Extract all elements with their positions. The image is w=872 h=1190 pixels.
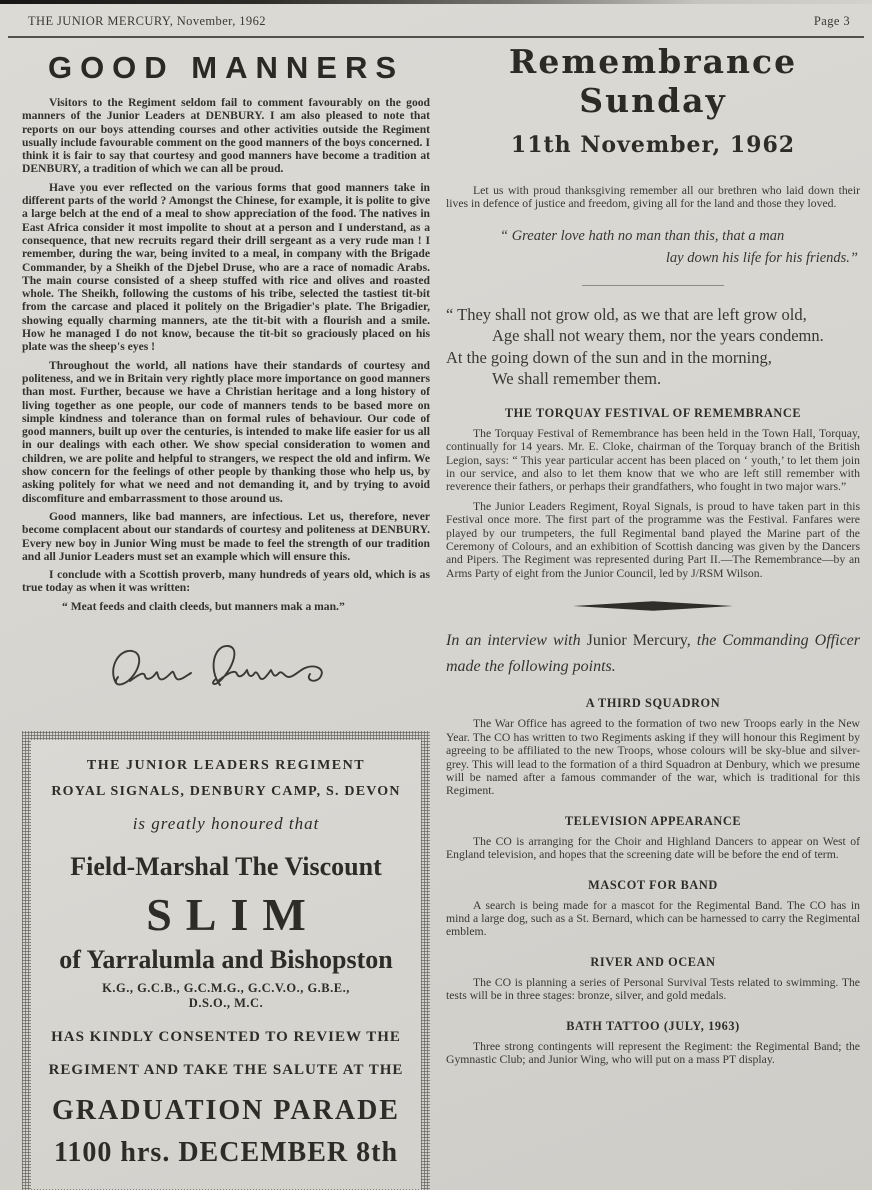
scottish-proverb: “ Meat feeds and claith cleeds, but manners mak a man.” xyxy=(62,599,345,613)
interview-intro-post: the Commanding Officer made the following points. xyxy=(446,632,861,676)
notice-content xyxy=(31,740,421,1189)
commanding-officer-signature xyxy=(92,635,430,713)
interview-intro-publication: Junior Mercury, xyxy=(586,632,691,650)
left-column xyxy=(22,50,430,1190)
scripture-quote xyxy=(446,225,860,269)
remembrance-intro-paragraph: Let us with proud thanksgiving remember all our brethren who laid down their lives in defence of justice and freedom, giving all for the land and those they loved. xyxy=(446,184,860,211)
slim-parade-notice-box xyxy=(22,731,430,1190)
ode-line: At the going down of the sun and in the morning, xyxy=(446,347,772,367)
scripture-quote-line-2: lay down his life for his friends.” xyxy=(665,249,858,266)
page-header xyxy=(8,12,864,38)
notice-fieldmarshal-line: Field-Marshal The Viscount xyxy=(70,851,382,881)
notice-consent-line-1: HAS KINDLY CONSENTED TO REVIEW THE xyxy=(51,1028,401,1045)
notice-honours-line-2: D.S.O., M.C. xyxy=(188,995,264,1010)
remembrance-body xyxy=(446,184,860,211)
bath-tattoo-paragraph: Three strong contingents will represent the Regiment: the Regimental Band; the Gymnastic Club; and Junior Wing, who will put on a mass PT display. xyxy=(446,1039,860,1066)
river-and-ocean-paragraph: The CO is planning a series of Personal Survival Tests related to swimming. The tests will be in three stages: bronze, silver, and gold medals. xyxy=(446,975,860,1003)
good-manners-body xyxy=(22,96,430,613)
article-title-remembrance-sunday: Remembrance Sunday xyxy=(508,42,798,120)
third-squadron-paragraph: The War Office has agreed to the formation of two new Troops early in the New Year. The CO has written to two Regiments asking if they will honour this Regiment by agreeing to be affiliated to the new Troops, whose colours will be sky-blue and silver-grey. This will lead to the formation of a third Squadron at Denbury, which we presume will be named after a famous commander of the war, which is traditional for this Regiment. xyxy=(446,717,860,798)
heading-river-and-ocean: RIVER AND OCEAN xyxy=(590,954,716,969)
page-number: Page 3 xyxy=(813,14,850,28)
notice-event-name: GRADUATION PARADE xyxy=(52,1094,400,1126)
notice-honoured-line: is greatly honoured that xyxy=(132,813,320,833)
good-manners-paragraph: Have you ever reflected on the various forms that good manners take in different parts of the world ? Amongst the Chinese, for example, it is polite to give a large belch at the end of a meal to show appreciation of the food. The natives in East Africa consider it most impolite to shout at a person and I understand, as a consequence, that new recruits regard their drill sergeant as a very rude man ! I remember, during the war, being invited to a meal, in company with the Brigade Commander, by a Sheikh of the Djebel Druse, who are a race of nomadic Arabs. The main course consisted of a sheep stuffed with rice and olives and roasted whole. The Sheikh, following the customs of his tribe, selected the tastiest tit-bit from the carcase and placed it politely on the Brigadier's plate. The Brigadier, showing equally charming manners, ate the tit-bit with a flourish and a smile. How he managed I do not know, because the tit-bit so graciously placed on his plate was the sheep's eyes ! xyxy=(22,180,430,354)
article-title-good-manners: GOOD MANNERS xyxy=(47,50,405,85)
heading-third-squadron: A THIRD SQUADRON xyxy=(585,696,721,711)
ode-line: “ They shall not grow old, as we that are left grow old, xyxy=(446,304,807,324)
good-manners-paragraph: Good manners, like bad manners, are infectious. Let us, therefore, never become complacent about our standards of courtesy and politeness at DENBURY. Every new boy in Junior Wing must be made to feel the strength of our tradition and all Junior Leaders must set an example which will ensure this. xyxy=(22,509,430,563)
torquay-body xyxy=(446,427,860,580)
mascot-for-band-paragraph: A search is being made for a mascot for the Regimental Band. The CO has in mind a large dog, such as a St. Bernard, which can be harnessed to carry the Regimental emblem. xyxy=(446,898,860,939)
television-appearance-paragraph: The CO is arranging for the Choir and Highland Dancers to appear on West of England television, and hopes that the screening date will be before the end of term. xyxy=(446,834,860,862)
remembrance-date-subtitle: 11th November, 1962 xyxy=(510,132,796,158)
interview-intro-pre: In an interview with xyxy=(446,632,587,650)
notice-camp-line: ROYAL SIGNALS, DENBURY CAMP, S. DEVON xyxy=(51,783,401,799)
good-manners-paragraph: I conclude with a Scottish proverb, many hundreds of years old, which is as true today as when it was written: xyxy=(22,568,430,595)
notice-regiment-line: THE JUNIOR LEADERS REGIMENT xyxy=(86,757,366,773)
ode-line: Age shall not weary them, nor the years condemn. xyxy=(492,326,824,346)
notice-name-slim: SLIM xyxy=(146,888,320,940)
good-manners-paragraph: Throughout the world, all nations have their standards of courtesy and politeness, and we in Britain very rightly place more importance on good manners than most. Further, because we have a Christian heritage and a long history of living together as one people, our code of manners tends to be based more on simple kindness and tolerance than on formal rules of behaviour. Our code of good manners, built up over the centuries, is intended to make life easier for us all in our dealings with each other. We show special consideration to women and children, we are polite and helpful to strangers, we respect the old and infirm. We show concern for the feelings of other people by thanking those who help us, by asking politely for what we need and not demanding it, and by trying to avoid discomfiture and embarrassment to those around us. xyxy=(22,358,430,505)
heading-bath-tattoo: BATH TATTOO (JULY, 1963) xyxy=(566,1018,740,1033)
scan-edge-artifact xyxy=(0,0,872,4)
heading-television-appearance: TELEVISION APPEARANCE xyxy=(564,813,742,828)
good-manners-paragraph: Visitors to the Regiment seldom fail to comment favourably on the good manners of the Junior Leaders at DENBURY. I am also pleased to note that reports on our boys attending courses and other activities outside the Regiment usually include favourable comment on the good manners of the boys concerned. I think it is fair to say that courtesy and good manners have become a tradition at DENBURY, a tradition of which we can all be proud. xyxy=(22,96,430,176)
signature-icon xyxy=(92,635,342,707)
tapered-divider-icon xyxy=(573,600,733,612)
ode-line: We shall remember them. xyxy=(492,369,662,389)
notice-event-datetime: 1100 hrs. DECEMBER 8th xyxy=(53,1136,399,1168)
torquay-paragraph: The Torquay Festival of Remembrance has been held in the Town Hall, Torquay, continually for 14 years. Mr. E. Cloke, chairman of the Torquay branch of the British Legion, says: “ This year particular accent has been placed on ‘ youth,’ to let them join in our service, and also to let them know that we who are left still remember with reverence their fathers, or perhaps their grandfathers, who fought in two major wars.” xyxy=(446,426,860,494)
torquay-paragraph: The Junior Leaders Regiment, Royal Signals, is proud to have taken part in this Festival once more. The first part of the programme was the Festival. Fanfares were played by our trumpeters, the full Regimental band played the Marine part of the Ceremony of Colours, and an exhibition of Scottish dancing was given by the Dancers and Pipers. The Regiment was represented during Part II.—The Remembrance—by an Arms Party of eight from the Junior Council, led by J/RSM Wilson. xyxy=(446,499,860,580)
heading-torquay-festival: THE TORQUAY FESTIVAL OF REMEMBRANCE xyxy=(504,405,802,420)
scripture-quote-line-1: “ Greater love hath no man than this, that a man xyxy=(500,227,785,244)
interview-intro xyxy=(446,628,860,680)
ode-of-remembrance xyxy=(446,304,860,390)
thin-divider-rule xyxy=(582,285,724,286)
masthead-title: THE JUNIOR MERCURY, November, 1962 xyxy=(28,14,266,28)
notice-honours-line-1: K.G., G.C.B., G.C.M.G., G.C.V.O., G.B.E., xyxy=(102,980,350,995)
right-column xyxy=(446,42,860,1072)
notice-consent-line-2: REGIMENT AND TAKE THE SALUTE AT THE xyxy=(48,1061,404,1078)
heading-mascot-for-band: MASCOT FOR BAND xyxy=(588,877,718,892)
notice-territory-line: of Yarralumla and Bishopston xyxy=(59,944,393,974)
